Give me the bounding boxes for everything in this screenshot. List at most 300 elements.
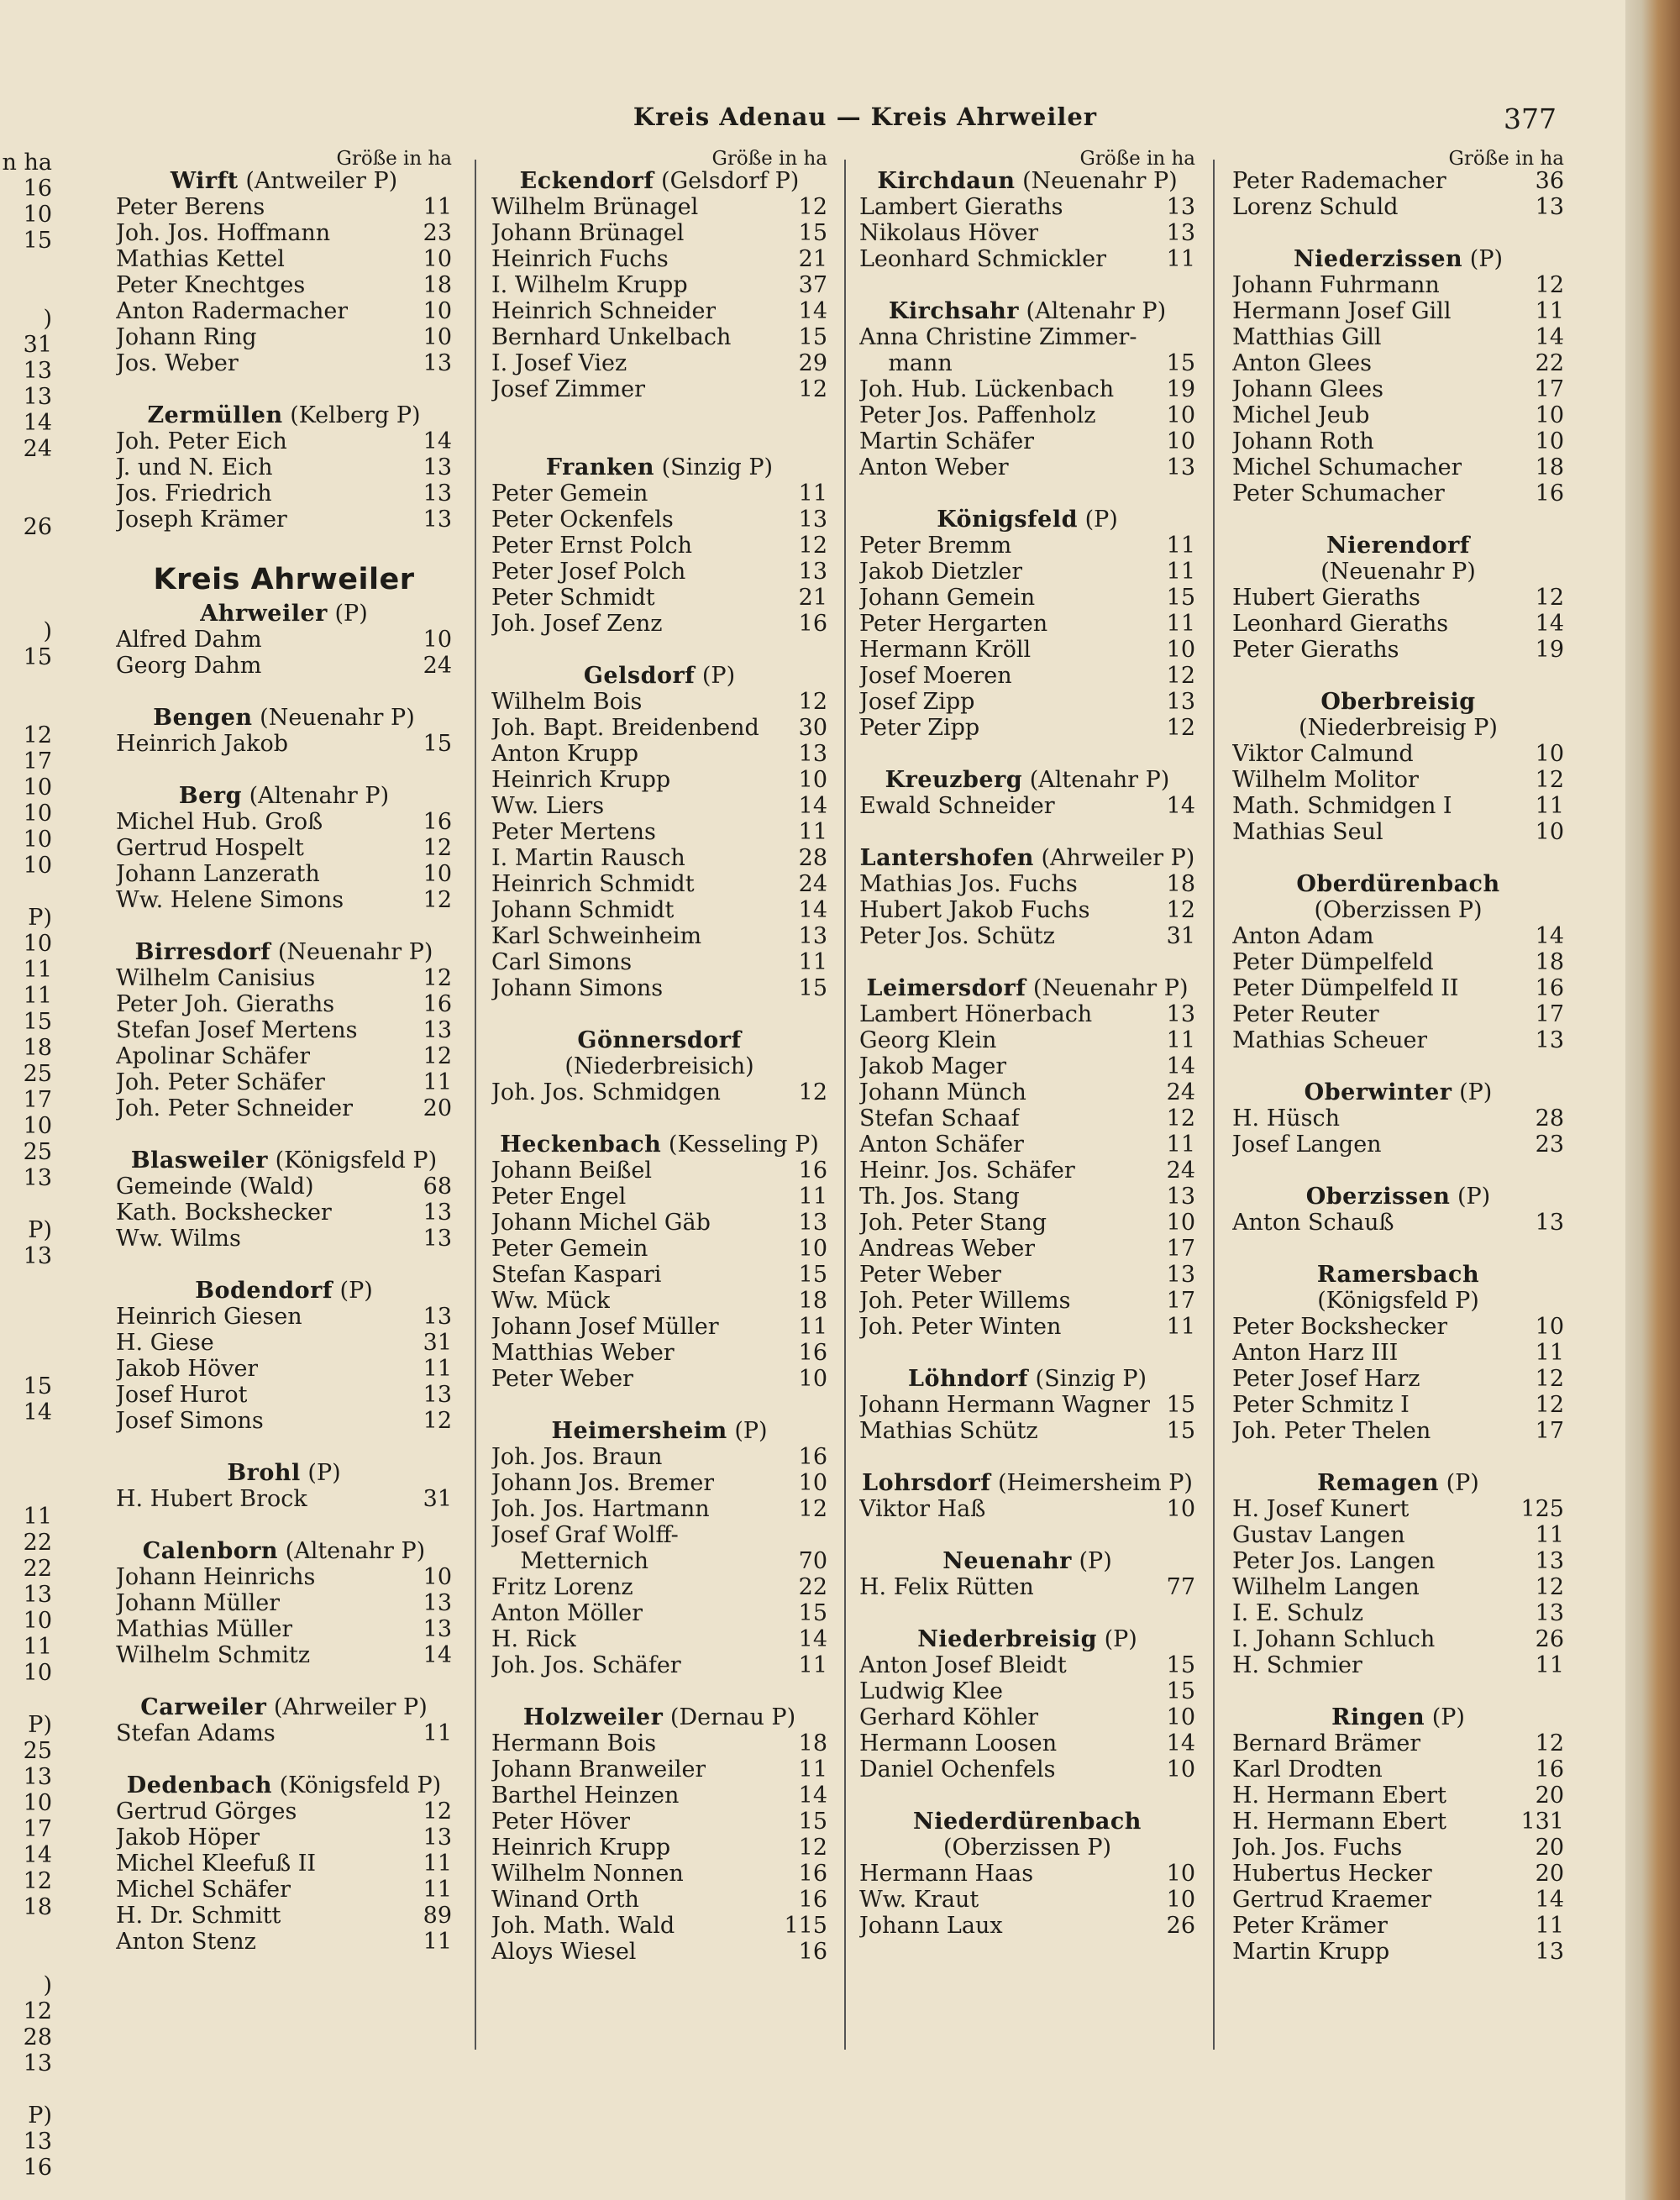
post-office: (Altenahr P): [1026, 298, 1167, 324]
farm-size: 15: [1166, 1652, 1195, 1678]
left-margin-fragment: 13: [23, 384, 52, 410]
owner-row: [116, 1877, 452, 1903]
owner-name: Heinrich Schmidt: [491, 871, 695, 897]
farm-size: 11: [1166, 1027, 1195, 1053]
farm-size: 14: [798, 298, 827, 324]
owner-row: [491, 1340, 827, 1366]
farm-size: 15: [798, 1262, 827, 1288]
owner-name: Peter Hergarten: [859, 611, 1048, 637]
size-column-header: Größe in ha: [1448, 148, 1564, 170]
place-heading: [491, 1132, 827, 1158]
spacer: [116, 1252, 452, 1278]
farm-size: 14: [798, 1783, 827, 1809]
owner-row: [859, 1704, 1195, 1730]
owner-name: Aloys Wiesel: [491, 1939, 637, 1965]
farm-size: 14: [798, 1626, 827, 1652]
owner-row: [116, 1330, 452, 1356]
farm-size: 10: [1535, 741, 1564, 767]
farm-size: 11: [798, 1652, 827, 1678]
post-office: (P): [339, 1278, 373, 1304]
left-margin-fragment: 10: [23, 801, 52, 827]
left-margin-fragment: 10: [23, 827, 52, 853]
farm-size: 12: [1535, 1366, 1564, 1392]
post-office: (P): [1431, 1704, 1465, 1730]
farm-size: 11: [1535, 1652, 1564, 1678]
left-margin-fragment: 10: [23, 1113, 52, 1139]
place-name: Zermüllen: [147, 402, 283, 428]
owner-row: [859, 923, 1195, 949]
owner-row: [1232, 1132, 1564, 1158]
owner-name: Anton Schäfer: [859, 1132, 1024, 1158]
place-name: Kirchsahr: [888, 298, 1019, 324]
farm-size: 131: [1520, 1809, 1564, 1835]
owner-row: [859, 402, 1195, 428]
owner-name: Ww. Helene Simons: [116, 887, 344, 913]
owner-name: Wilhelm Langen: [1232, 1574, 1420, 1600]
owner-row: [116, 1200, 452, 1226]
owner-name: I. Josef Viez: [491, 350, 627, 376]
owner-name: Matthias Weber: [491, 1340, 675, 1366]
owner-name: Peter Krämer: [1232, 1913, 1388, 1939]
owner-name: Heinrich Giesen: [116, 1304, 302, 1330]
owner-row: [859, 1027, 1195, 1053]
place-name: Niederbreisig: [917, 1626, 1097, 1652]
spacer: [491, 402, 827, 454]
owner-name: Peter Mertens: [491, 819, 656, 845]
column-rule: [844, 160, 846, 2050]
owner-row: [859, 1053, 1195, 1079]
owner-name: Hubertus Hecker: [1232, 1861, 1432, 1887]
owner-row: [859, 1887, 1195, 1913]
spacer: [116, 757, 452, 783]
owner-name: I. Johann Schluch: [1232, 1626, 1436, 1652]
owner-row: [491, 1522, 827, 1548]
farm-size: 13: [423, 1616, 452, 1642]
farm-size: 11: [798, 819, 827, 845]
column-4: [1232, 150, 1564, 1965]
owner-row: [491, 1079, 827, 1105]
farm-size: 13: [423, 1226, 452, 1252]
farm-size: 23: [423, 220, 452, 246]
owner-row: [116, 887, 452, 913]
farm-size: 10: [423, 627, 452, 653]
spacer: [1232, 1444, 1564, 1470]
place-name: Kreuzberg: [885, 767, 1023, 793]
page-number: 377: [1504, 102, 1557, 135]
owner-name: I. Wilhelm Krupp: [491, 272, 688, 298]
place-heading: [116, 601, 452, 627]
owner-row: [491, 1184, 827, 1210]
column-3: [859, 150, 1195, 1939]
place-name: Bengen: [153, 705, 253, 731]
farm-size: 13: [798, 559, 827, 585]
owner-name: Jakob Dietzler: [859, 559, 1023, 585]
running-header: Kreis Adenau — Kreis Ahrweiler: [633, 102, 1098, 131]
owner-name: Th. Jos. Stang: [859, 1184, 1020, 1210]
place-name: Brohl: [227, 1460, 301, 1486]
farm-size: 12: [423, 1408, 452, 1434]
owner-row: [491, 897, 827, 923]
owner-row: [859, 1079, 1195, 1105]
owner-name: H. Dr. Schmitt: [116, 1903, 281, 1929]
place-heading: [491, 1704, 827, 1730]
owner-name: Gemeinde (Wald): [116, 1174, 314, 1200]
farm-size: 12: [423, 1798, 452, 1825]
owner-name: Joh. Peter Willems: [859, 1288, 1071, 1314]
farm-size: [1165, 324, 1195, 350]
owner-row: [491, 533, 827, 559]
post-office: (Königsfeld P): [275, 1147, 438, 1174]
left-margin-fragment: 11: [23, 1504, 52, 1530]
owner-row: [491, 1652, 827, 1678]
farm-size: 11: [1166, 559, 1195, 585]
owner-name: H. Schmier: [1232, 1652, 1362, 1678]
owner-name: Matthias Gill: [1232, 324, 1382, 350]
owner-row: [116, 653, 452, 679]
spacer: [1232, 845, 1564, 871]
owner-name: Johann Heinrichs: [116, 1564, 316, 1590]
farm-size: 11: [798, 949, 827, 975]
owner-row: [1232, 1210, 1564, 1236]
place-name: Carweiler: [140, 1694, 267, 1720]
owner-name: Math. Schmidgen I: [1232, 793, 1452, 819]
owner-row: [491, 1470, 827, 1496]
farm-size: 12: [798, 376, 827, 402]
owner-row: [1232, 1939, 1564, 1965]
farm-size: 13: [423, 1200, 452, 1226]
spacer: [859, 1522, 1195, 1548]
farm-size: 13: [1166, 194, 1195, 220]
owner-row: [491, 1939, 827, 1965]
owner-row: [491, 1756, 827, 1783]
left-margin-fragment: 13: [23, 1243, 52, 1269]
place-heading: [859, 1626, 1195, 1652]
owner-name: Bernard Brämer: [1232, 1730, 1421, 1756]
farm-size: 89: [423, 1903, 452, 1929]
left-margin-fragment: 14: [23, 410, 52, 436]
owner-row: [859, 1132, 1195, 1158]
owner-name: Stefan Kaspari: [491, 1262, 662, 1288]
owner-name: Gerhard Köhler: [859, 1704, 1039, 1730]
owner-row: [491, 272, 827, 298]
farm-size: 22: [798, 1574, 827, 1600]
farm-size: 15: [1166, 1392, 1195, 1418]
owner-name: Stefan Josef Mertens: [116, 1017, 358, 1043]
owner-name: Ludwig Klee: [859, 1678, 1003, 1704]
owner-name: Josef Zipp: [859, 689, 975, 715]
farm-size: 11: [423, 1356, 452, 1382]
farm-size: 12: [798, 194, 827, 220]
owner-row: [859, 793, 1195, 819]
owner-row: [1232, 376, 1564, 402]
post-office: (Königsfeld P): [279, 1772, 442, 1798]
owner-row: [1232, 1366, 1564, 1392]
post-office: (P): [701, 663, 736, 689]
owner-row: [116, 965, 452, 991]
place-heading: [859, 1470, 1195, 1496]
left-margin-fragment: [0, 566, 59, 592]
place-name: Kirchdaun: [877, 168, 1016, 194]
post-office: (Königsfeld P): [1317, 1288, 1479, 1314]
owner-row: [1232, 949, 1564, 975]
owner-row: [491, 324, 827, 350]
owner-name: Peter Zipp: [859, 715, 980, 741]
farm-size: 11: [1166, 611, 1195, 637]
owner-name: Josef Graf Wolff-: [491, 1522, 679, 1548]
owner-row: [116, 1903, 452, 1929]
owner-name: Heinrich Jakob: [116, 731, 289, 757]
place-name: Königsfeld: [937, 507, 1078, 533]
farm-size: 13: [798, 741, 827, 767]
owner-row: [116, 350, 452, 376]
owner-name: Metternich: [491, 1548, 649, 1574]
owner-row: [1232, 1574, 1564, 1600]
farm-size: 11: [1166, 1314, 1195, 1340]
owner-name: Jos. Friedrich: [116, 480, 272, 507]
owner-name: Peter Gieraths: [1232, 637, 1399, 663]
left-margin-fragment: 17: [23, 1816, 52, 1842]
owner-name: Anton Adam: [1232, 923, 1374, 949]
farm-size: 17: [1535, 1418, 1564, 1444]
owner-row: [1232, 428, 1564, 454]
farm-size: 16: [798, 611, 827, 637]
left-margin-fragment: [0, 1191, 59, 1217]
owner-name: Joseph Krämer: [116, 507, 287, 533]
farm-size: 21: [798, 585, 827, 611]
left-margin-fragment: 13: [23, 1582, 52, 1608]
owner-name: Peter Engel: [491, 1184, 627, 1210]
owner-row: [1232, 1001, 1564, 1027]
farm-size: 11: [423, 1851, 452, 1877]
place-name: Heimersheim: [551, 1418, 727, 1444]
owner-row: [1232, 767, 1564, 793]
left-margin-fragment: 10: [23, 1790, 52, 1816]
farm-size: 24: [1166, 1158, 1195, 1184]
owner-name: Michel Schäfer: [116, 1877, 291, 1903]
owner-row: [859, 1730, 1195, 1756]
owner-name: Peter Josef Harz: [1232, 1366, 1420, 1392]
farm-size: 11: [1535, 793, 1564, 819]
spacer: [116, 1668, 452, 1694]
left-margin-fragment: 13: [23, 1764, 52, 1790]
owner-name: Johann Branweiler: [491, 1756, 706, 1783]
owner-row: [491, 1574, 827, 1600]
farm-size: 13: [423, 350, 452, 376]
owner-row: [491, 298, 827, 324]
farm-size: 12: [423, 887, 452, 913]
owner-row: [116, 1825, 452, 1851]
owner-name: Stefan Adams: [116, 1720, 276, 1746]
left-margin-fragment: 24: [23, 436, 52, 462]
farm-size: 12: [423, 965, 452, 991]
owner-row: [1232, 1809, 1564, 1835]
owner-name: Peter Schmitz I: [1232, 1392, 1410, 1418]
post-office: (Oberzissen P): [1314, 897, 1483, 923]
spacer: [1232, 507, 1564, 533]
farm-size: 18: [1166, 871, 1195, 897]
farm-size: 20: [423, 1095, 452, 1121]
owner-name: Joh. Hub. Lückenbach: [859, 376, 1115, 402]
owner-name: Johann Beißel: [491, 1158, 653, 1184]
spacer: [491, 1001, 827, 1027]
owner-row: [116, 428, 452, 454]
post-office: (Altenahr P): [1029, 767, 1170, 793]
farm-size: 16: [798, 1861, 827, 1887]
owner-name: Anna Christine Zimmer-: [859, 324, 1137, 350]
place-name: Remagen: [1317, 1470, 1440, 1496]
farm-size: 18: [423, 272, 452, 298]
farm-size: 12: [1166, 897, 1195, 923]
owner-name: H. Giese: [116, 1330, 214, 1356]
owner-name: Johann Schmidt: [491, 897, 675, 923]
owner-row: [1232, 1783, 1564, 1809]
farm-size: 115: [784, 1913, 827, 1939]
owner-row: [116, 1017, 452, 1043]
farm-size: 31: [423, 1330, 452, 1356]
owner-name: Anton Weber: [859, 454, 1009, 480]
owner-name: Ww. Mück: [491, 1288, 611, 1314]
farm-size: 14: [423, 1642, 452, 1668]
post-office: (P): [1457, 1184, 1491, 1210]
place-heading: [859, 168, 1195, 194]
farm-size: 12: [1535, 272, 1564, 298]
left-margin-fragment: 10: [23, 1660, 52, 1686]
farm-size: 14: [1166, 1053, 1195, 1079]
owner-row: [1232, 168, 1564, 194]
owner-name: Gertrud Hospelt: [116, 835, 304, 861]
owner-name: Georg Klein: [859, 1027, 997, 1053]
place-name: Bodendorf: [195, 1278, 333, 1304]
farm-size: 13: [423, 480, 452, 507]
left-margin-fragment: 25: [23, 1139, 52, 1165]
spacer: [1232, 1236, 1564, 1262]
farm-size: 13: [1166, 689, 1195, 715]
farm-size: 10: [798, 1470, 827, 1496]
owner-name: Peter Jos. Langen: [1232, 1548, 1436, 1574]
owner-row: [491, 1835, 827, 1861]
spacer: [116, 1121, 452, 1147]
owner-name: Joh. Peter Schäfer: [116, 1069, 325, 1095]
spacer: [859, 272, 1195, 298]
left-margin-fragment: [0, 1452, 59, 1478]
farm-size: 13: [1535, 194, 1564, 220]
place-heading: [116, 1694, 452, 1720]
farm-size: 18: [1535, 949, 1564, 975]
owner-name: H. Felix Rütten: [859, 1574, 1034, 1600]
farm-size: 10: [1166, 1756, 1195, 1783]
farm-size: 16: [1535, 480, 1564, 507]
place-name: Lohrsdorf: [862, 1470, 991, 1496]
place-heading: [491, 1418, 827, 1444]
size-column-header: Größe in ha: [1079, 148, 1195, 170]
owner-row: [491, 1210, 827, 1236]
farm-size: 15: [798, 1600, 827, 1626]
owner-row: [116, 1174, 452, 1200]
farm-size: 24: [798, 871, 827, 897]
owner-name: Johann Müller: [116, 1590, 281, 1616]
column-1: [116, 150, 452, 1955]
column-2: [491, 150, 827, 1965]
owner-row: [1232, 819, 1564, 845]
farm-size: 31: [423, 1486, 452, 1512]
left-margin-fragment: 10: [23, 931, 52, 957]
owner-name: Wilhelm Nonnen: [491, 1861, 684, 1887]
owner-row: [491, 585, 827, 611]
spacer: [1232, 1678, 1564, 1704]
owner-name: Mathias Schütz: [859, 1418, 1038, 1444]
owner-row: [1232, 585, 1564, 611]
owner-name: Peter Joh. Gieraths: [116, 991, 335, 1017]
owner-row: [859, 454, 1195, 480]
farm-size: 12: [798, 689, 827, 715]
owner-row: [491, 1548, 827, 1574]
left-margin-fragment: P): [28, 1712, 52, 1738]
farm-size: 17: [1166, 1236, 1195, 1262]
farm-size: 29: [798, 350, 827, 376]
farm-size: 16: [423, 809, 452, 835]
owner-name: Michel Kleefuß II: [116, 1851, 317, 1877]
owner-row: [491, 611, 827, 637]
owner-name: Lorenz Schuld: [1232, 194, 1399, 220]
owner-row: [1232, 923, 1564, 949]
left-margin-fragment: P): [28, 905, 52, 931]
farm-size: 16: [798, 1340, 827, 1366]
owner-row: [1232, 975, 1564, 1001]
owner-name: Daniel Ochenfels: [859, 1756, 1056, 1783]
owner-row: [116, 1486, 452, 1512]
farm-size: 15: [1166, 1418, 1195, 1444]
farm-size: 14: [1535, 923, 1564, 949]
owner-name: Josef Langen: [1232, 1132, 1382, 1158]
farm-size: 13: [798, 1210, 827, 1236]
owner-row: [859, 350, 1195, 376]
owner-row: [859, 533, 1195, 559]
owner-row: [116, 272, 452, 298]
owner-name: Johann Glees: [1232, 376, 1383, 402]
farm-size: 14: [423, 428, 452, 454]
owner-name: Johann Michel Gäb: [491, 1210, 711, 1236]
owner-name: Johann Ring: [116, 324, 257, 350]
owner-row: [859, 1210, 1195, 1236]
owner-name: Mathias Seul: [1232, 819, 1383, 845]
owner-name: Heinr. Jos. Schäfer: [859, 1158, 1075, 1184]
owner-row: [1232, 1835, 1564, 1861]
owner-row: [859, 1861, 1195, 1887]
left-margin-fragment: 28: [23, 2024, 52, 2050]
spacer: [116, 1512, 452, 1538]
farm-size: 11: [798, 480, 827, 507]
left-margin-fragment: 13: [23, 2129, 52, 2155]
farm-size: 20: [1535, 1861, 1564, 1887]
owner-name: Alfred Dahm: [116, 627, 262, 653]
owner-row: [1232, 1652, 1564, 1678]
owner-row: [116, 1382, 452, 1408]
farm-size: 10: [423, 861, 452, 887]
owner-row: [491, 246, 827, 272]
owner-name: Hubert Jakob Fuchs: [859, 897, 1090, 923]
left-margin-fragment: P): [28, 1217, 52, 1243]
owner-row: [859, 1236, 1195, 1262]
owner-row: [859, 611, 1195, 637]
owner-row: [116, 1720, 452, 1746]
farm-size: 12: [798, 1496, 827, 1522]
farm-size: 16: [1535, 975, 1564, 1001]
place-heading: [491, 454, 827, 480]
place-heading: [116, 783, 452, 809]
farm-size: 31: [1166, 923, 1195, 949]
spacer: [491, 1392, 827, 1418]
owner-name: Johann Simons: [491, 975, 664, 1001]
